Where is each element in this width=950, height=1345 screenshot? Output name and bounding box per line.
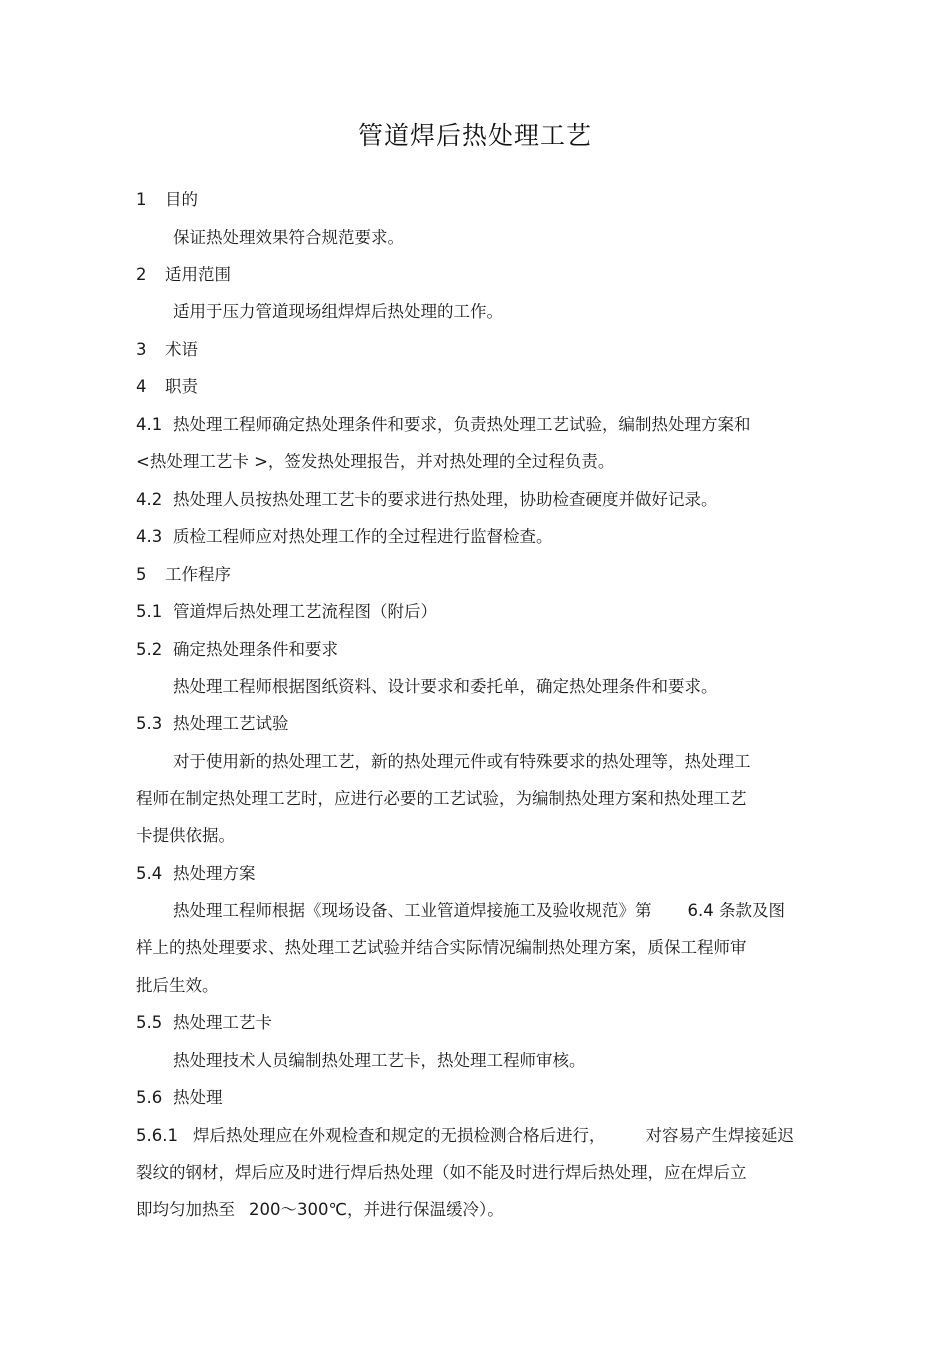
subsection-number: 5.5: [136, 1013, 163, 1032]
subsection-line: [136, 862, 256, 886]
section-heading: [136, 188, 198, 212]
paragraph-text: 即均匀加热至: [136, 1200, 235, 1219]
subsection-line: [136, 638, 338, 662]
subsection-line: [136, 488, 718, 512]
paragraph-line: 裂纹的钢材，焊后应及时进行焊后热处理（如不能及时进行焊后热处理，应在焊后立: [136, 1163, 747, 1182]
section-title: 适用范围: [165, 265, 231, 284]
subsection-text: 管道焊后热处理工艺流程图（附后）: [173, 602, 437, 621]
section-title: 职责: [165, 377, 198, 396]
subsection-text: 热处理工艺试验: [173, 714, 289, 733]
paragraph-line: 样上的热处理要求、热处理工艺试验并结合实际情况编制热处理方案，质保工程师审: [136, 938, 747, 957]
paragraph-line: [173, 899, 785, 923]
section-number: 5: [136, 565, 147, 584]
subsection-text: 焊后热处理应在外观检查和规定的无损检测合格后进行，: [193, 1126, 606, 1145]
subsection-number: 5.1: [136, 602, 163, 621]
subsection-line: [136, 525, 553, 549]
subsection-line: [136, 1086, 223, 1110]
paragraph-line: 热处理工程师根据图纸资料、设计要求和委托单，确定热处理条件和要求。: [173, 677, 718, 696]
section-number: 1: [136, 190, 147, 209]
page-title: 管道焊后热处理工艺: [357, 121, 592, 150]
subsection-line: [136, 1124, 794, 1148]
subsection-number: 4.1: [136, 415, 163, 434]
subsection-text: 热处理人员按热处理工艺卡的要求进行热处理，协助检查硬度并做好记录。: [173, 490, 718, 509]
paragraph-text-tail: 200～300℃，并进行保温缓冷）。: [249, 1200, 504, 1219]
section-title: 目的: [165, 190, 198, 209]
subsection-number: 4.2: [136, 490, 163, 509]
paragraph-text: 热处理工程师根据《现场设备、工业管道焊接施工及验收规范》第: [173, 901, 652, 920]
subsection-text: 热处理工程师确定热处理条件和要求，负责热处理工艺试验，编制热处理方案和: [173, 415, 751, 434]
paragraph-line: 程师在制定热处理工艺时，应进行必要的工艺试验，为编制热处理方案和热处理工艺: [136, 789, 747, 808]
subsection-text: 质检工程师应对热处理工作的全过程进行监督检查。: [173, 527, 553, 546]
paragraph-line: 对于使用新的热处理工艺，新的热处理元件或有特殊要求的热处理等，热处理工: [173, 752, 751, 771]
subsection-line: [136, 413, 751, 437]
subsection-number: 5.4: [136, 864, 163, 883]
subsection-number: 5.6: [136, 1088, 163, 1107]
subsection-text: 确定热处理条件和要求: [173, 640, 338, 659]
section-title: 工作程序: [165, 565, 231, 584]
section-heading: [136, 375, 198, 399]
subsection-number: 5.3: [136, 714, 163, 733]
subsection-text: 热处理方案: [173, 864, 256, 883]
subsection-line: [136, 712, 289, 736]
paragraph-line: 卡提供依据。: [136, 826, 235, 845]
subsection-number: 5.2: [136, 640, 163, 659]
paragraph-line: 保证热处理效果符合规范要求。: [173, 228, 404, 247]
paragraph-text-tail: 6.4 条款及图: [687, 901, 785, 920]
section-heading: [136, 263, 231, 287]
section-number: 4: [136, 377, 147, 396]
paragraph-line: [136, 1198, 504, 1222]
subsection-line: [136, 600, 437, 624]
section-number: 2: [136, 265, 147, 284]
subsection-line: [136, 1011, 272, 1035]
subsection-number: 4.3: [136, 527, 163, 546]
subsection-text: 热处理: [173, 1088, 223, 1107]
section-heading: [136, 338, 198, 362]
paragraph-line: 适用于压力管道现场组焊焊后热处理的工作。: [173, 302, 503, 321]
subsection-text-tail: 对容易产生焊接延迟: [645, 1126, 794, 1145]
paragraph-line: 批后生效。: [136, 976, 219, 995]
section-title: 术语: [165, 340, 198, 359]
section-heading: [136, 563, 231, 587]
subsection-number: 5.6.1: [136, 1126, 178, 1145]
paragraph-line: 热处理技术人员编制热处理工艺卡，热处理工程师审核。: [173, 1051, 586, 1070]
section-number: 3: [136, 340, 147, 359]
paragraph-line: <热处理工艺卡 >，签发热处理报告，并对热处理的全过程负责。: [136, 452, 615, 471]
subsection-text: 热处理工艺卡: [173, 1013, 272, 1032]
